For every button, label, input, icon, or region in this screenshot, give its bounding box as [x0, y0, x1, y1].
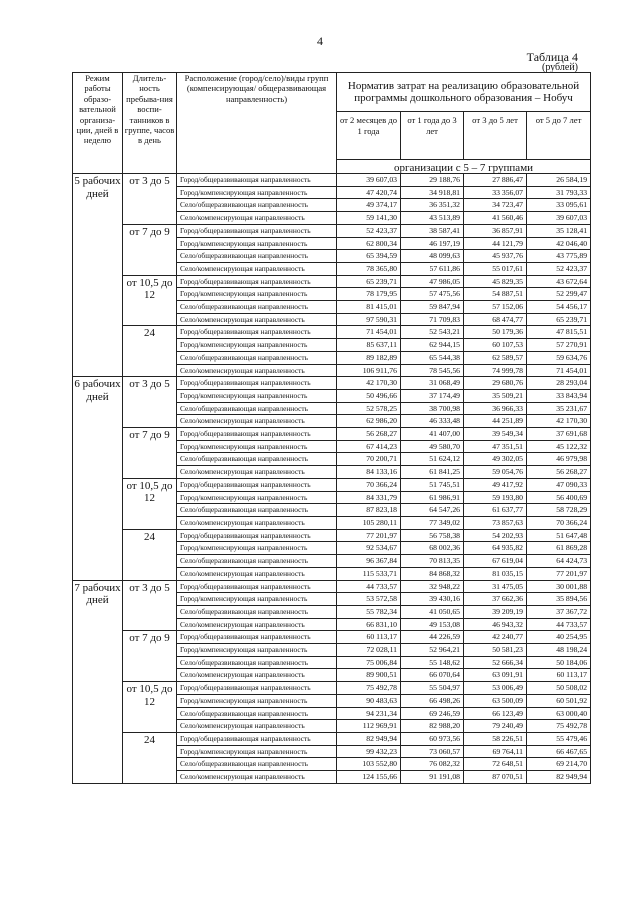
- value-cell: 78 545,56: [401, 364, 464, 377]
- value-cell: 48 099,63: [401, 250, 464, 263]
- location-cell: Город/общеразвивающая направленность: [177, 275, 337, 288]
- value-cell: 31 793,33: [527, 186, 591, 199]
- value-cell: 47 420,74: [337, 186, 401, 199]
- value-cell: 89 182,89: [337, 351, 401, 364]
- location-cell: Город/общеразвивающая направленность: [177, 580, 337, 593]
- table-row: [73, 174, 591, 187]
- value-cell: 33 843,94: [527, 389, 591, 402]
- value-cell: 54 887,51: [464, 288, 527, 301]
- header-age-0: от 2 месяцев до 1 года: [337, 112, 401, 160]
- location-cell: Город/компенсирующая направленность: [177, 542, 337, 555]
- value-cell: 50 581,23: [464, 644, 527, 657]
- value-cell: 82 949,94: [337, 732, 401, 745]
- value-cell: 26 584,19: [527, 174, 591, 187]
- value-cell: 61 869,28: [527, 542, 591, 555]
- location-cell: Село/общеразвивающая направленность: [177, 656, 337, 669]
- value-cell: 59 847,94: [401, 301, 464, 314]
- value-cell: 37 367,72: [527, 605, 591, 618]
- location-cell: Город/компенсирующая направленность: [177, 186, 337, 199]
- value-cell: 51 624,12: [401, 453, 464, 466]
- units-label: (рублей): [541, 62, 578, 73]
- location-cell: Село/общеразвивающая направленность: [177, 402, 337, 415]
- table-row: [73, 682, 591, 695]
- value-cell: 87 070,51: [464, 771, 527, 784]
- value-cell: 66 498,26: [401, 694, 464, 707]
- table-row: [73, 224, 591, 237]
- value-cell: 44 121,79: [464, 237, 527, 250]
- value-cell: 72 648,51: [464, 758, 527, 771]
- value-cell: 56 268,27: [337, 428, 401, 441]
- value-cell: 39 209,19: [464, 605, 527, 618]
- location-cell: Город/общеразвивающая направленность: [177, 174, 337, 187]
- value-cell: 38 587,41: [401, 224, 464, 237]
- value-cell: 51 647,48: [527, 529, 591, 542]
- location-cell: Город/общеразвивающая направленность: [177, 377, 337, 390]
- location-cell: Село/компенсирующая направленность: [177, 669, 337, 682]
- value-cell: 40 254,95: [527, 631, 591, 644]
- location-cell: Село/общеразвивающая направленность: [177, 351, 337, 364]
- location-cell: Село/компенсирующая направленность: [177, 466, 337, 479]
- value-cell: 56 400,69: [527, 491, 591, 504]
- cost-norm-table: [72, 72, 591, 784]
- value-cell: 105 280,11: [337, 516, 401, 529]
- location-cell: Село/общеразвивающая направленность: [177, 199, 337, 212]
- location-cell: Город/общеразвивающая направленность: [177, 326, 337, 339]
- value-cell: 37 174,49: [401, 389, 464, 402]
- value-cell: 47 986,05: [401, 275, 464, 288]
- value-cell: 71 454,01: [337, 326, 401, 339]
- value-cell: 50 496,66: [337, 389, 401, 402]
- duration-cell: от 10,5 до 12: [123, 682, 177, 733]
- location-cell: Село/компенсирующая направленность: [177, 262, 337, 275]
- value-cell: 48 198,24: [527, 644, 591, 657]
- duration-cell: от 7 до 9: [123, 224, 177, 275]
- value-cell: 45 829,35: [464, 275, 527, 288]
- value-cell: 52 666,34: [464, 656, 527, 669]
- value-cell: 53 572,58: [337, 593, 401, 606]
- value-cell: 106 911,76: [337, 364, 401, 377]
- table-row: [73, 478, 591, 491]
- value-cell: 50 179,36: [464, 326, 527, 339]
- value-cell: 35 509,21: [464, 389, 527, 402]
- value-cell: 52 578,25: [337, 402, 401, 415]
- value-cell: 84 133,16: [337, 466, 401, 479]
- location-cell: Село/компенсирующая направленность: [177, 618, 337, 631]
- value-cell: 39 430,16: [401, 593, 464, 606]
- value-cell: 56 268,27: [527, 466, 591, 479]
- value-cell: 63 500,09: [464, 694, 527, 707]
- duration-cell: 24: [123, 326, 177, 377]
- value-cell: 75 006,84: [337, 656, 401, 669]
- table-row: [73, 326, 591, 339]
- value-cell: 49 374,17: [337, 199, 401, 212]
- value-cell: 85 637,11: [337, 339, 401, 352]
- value-cell: 77 201,97: [527, 567, 591, 580]
- value-cell: 73 060,57: [401, 745, 464, 758]
- value-cell: 92 534,67: [337, 542, 401, 555]
- value-cell: 79 240,49: [464, 720, 527, 733]
- value-cell: 47 815,51: [527, 326, 591, 339]
- value-cell: 44 251,89: [464, 415, 527, 428]
- value-cell: 90 483,63: [337, 694, 401, 707]
- location-cell: Город/общеразвивающая направленность: [177, 224, 337, 237]
- location-cell: Город/общеразвивающая направленность: [177, 732, 337, 745]
- value-cell: 60 973,56: [401, 732, 464, 745]
- value-cell: 39 549,34: [464, 428, 527, 441]
- value-cell: 115 533,71: [337, 567, 401, 580]
- value-cell: 45 937,76: [464, 250, 527, 263]
- value-cell: 57 270,91: [527, 339, 591, 352]
- value-cell: 61 841,25: [401, 466, 464, 479]
- value-cell: 78 179,95: [337, 288, 401, 301]
- location-cell: Село/компенсирующая направленность: [177, 567, 337, 580]
- value-cell: 36 966,33: [464, 402, 527, 415]
- value-cell: 75 492,78: [527, 720, 591, 733]
- duration-cell: от 3 до 5: [123, 580, 177, 631]
- value-cell: 52 423,37: [527, 262, 591, 275]
- location-cell: Город/компенсирующая направленность: [177, 288, 337, 301]
- value-cell: 58 728,29: [527, 504, 591, 517]
- value-cell: 50 508,02: [527, 682, 591, 695]
- location-cell: Город/компенсирующая направленность: [177, 491, 337, 504]
- table-row: [73, 529, 591, 542]
- value-cell: 52 964,21: [401, 644, 464, 657]
- value-cell: 61 637,77: [464, 504, 527, 517]
- value-cell: 55 504,97: [401, 682, 464, 695]
- value-cell: 52 543,21: [401, 326, 464, 339]
- table-title: Таблица 4: [526, 50, 578, 64]
- mode-cell: 5 рабочих дней: [73, 174, 123, 377]
- value-cell: 57 475,56: [401, 288, 464, 301]
- value-cell: 52 423,37: [337, 224, 401, 237]
- value-cell: 68 002,36: [401, 542, 464, 555]
- value-cell: 49 417,92: [464, 478, 527, 491]
- mode-cell: 6 рабочих дней: [73, 377, 123, 580]
- value-cell: 44 733,57: [527, 618, 591, 631]
- value-cell: 53 006,49: [464, 682, 527, 695]
- value-cell: 65 394,59: [337, 250, 401, 263]
- value-cell: 54 456,17: [527, 301, 591, 314]
- value-cell: 60 107,53: [464, 339, 527, 352]
- value-cell: 75 492,78: [337, 682, 401, 695]
- value-cell: 68 474,77: [464, 313, 527, 326]
- value-cell: 42 170,30: [527, 415, 591, 428]
- duration-cell: 24: [123, 732, 177, 783]
- value-cell: 59 634,76: [527, 351, 591, 364]
- value-cell: 62 944,15: [401, 339, 464, 352]
- value-cell: 84 868,32: [401, 567, 464, 580]
- value-cell: 69 764,11: [464, 745, 527, 758]
- value-cell: 36 351,32: [401, 199, 464, 212]
- duration-cell: от 3 до 5: [123, 377, 177, 428]
- value-cell: 51 745,51: [401, 478, 464, 491]
- value-cell: 44 226,59: [401, 631, 464, 644]
- value-cell: 55 479,46: [527, 732, 591, 745]
- duration-cell: от 7 до 9: [123, 428, 177, 479]
- duration-cell: от 10,5 до 12: [123, 275, 177, 326]
- header-norm: Норматив затрат на реализацию образовательной программы дошкольного образования – Нобуч: [337, 73, 591, 112]
- value-cell: 66 467,65: [527, 745, 591, 758]
- value-cell: 67 414,23: [337, 440, 401, 453]
- value-cell: 42 170,30: [337, 377, 401, 390]
- value-cell: 56 758,38: [401, 529, 464, 542]
- value-cell: 94 231,34: [337, 707, 401, 720]
- value-cell: 112 969,91: [337, 720, 401, 733]
- location-cell: Село/компенсирующая направленность: [177, 415, 337, 428]
- value-cell: 44 733,57: [337, 580, 401, 593]
- value-cell: 65 239,71: [337, 275, 401, 288]
- location-cell: Село/компенсирующая направленность: [177, 212, 337, 225]
- value-cell: 43 775,89: [527, 250, 591, 263]
- duration-cell: от 7 до 9: [123, 631, 177, 682]
- value-cell: 70 200,71: [337, 453, 401, 466]
- value-cell: 60 113,17: [337, 631, 401, 644]
- value-cell: 50 184,06: [527, 656, 591, 669]
- value-cell: 59 141,30: [337, 212, 401, 225]
- value-cell: 27 886,47: [464, 174, 527, 187]
- value-cell: 36 857,91: [464, 224, 527, 237]
- value-cell: 70 813,35: [401, 555, 464, 568]
- value-cell: 37 662,36: [464, 593, 527, 606]
- location-cell: Город/компенсирующая направленность: [177, 237, 337, 250]
- value-cell: 71 709,83: [401, 313, 464, 326]
- table-row: [73, 377, 591, 390]
- value-cell: 69 214,70: [527, 758, 591, 771]
- value-cell: 31 068,49: [401, 377, 464, 390]
- duration-cell: от 3 до 5: [123, 174, 177, 225]
- location-cell: Село/общеразвивающая направленность: [177, 758, 337, 771]
- value-cell: 33 095,61: [527, 199, 591, 212]
- value-cell: 66 123,49: [464, 707, 527, 720]
- header-age-3: от 5 до 7 лет: [527, 112, 591, 160]
- value-cell: 66 831,10: [337, 618, 401, 631]
- value-cell: 39 607,03: [527, 212, 591, 225]
- value-cell: 55 017,61: [464, 262, 527, 275]
- value-cell: 64 424,73: [527, 555, 591, 568]
- table-row: [73, 631, 591, 644]
- value-cell: 29 188,76: [401, 174, 464, 187]
- value-cell: 70 366,24: [527, 516, 591, 529]
- location-cell: Село/компенсирующая направленность: [177, 516, 337, 529]
- location-cell: Село/общеразвивающая направленность: [177, 555, 337, 568]
- location-cell: Село/компенсирующая направленность: [177, 771, 337, 784]
- value-cell: 62 986,20: [337, 415, 401, 428]
- value-cell: 124 155,66: [337, 771, 401, 784]
- value-cell: 63 091,91: [464, 669, 527, 682]
- location-cell: Город/общеразвивающая направленность: [177, 631, 337, 644]
- value-cell: 87 823,18: [337, 504, 401, 517]
- location-cell: Село/общеразвивающая направленность: [177, 605, 337, 618]
- value-cell: 43 672,64: [527, 275, 591, 288]
- value-cell: 62 589,57: [464, 351, 527, 364]
- value-cell: 54 202,93: [464, 529, 527, 542]
- header-location: Расположение (город/село)/виды групп (компенсирующая/ общеразвивающая направленность): [177, 73, 337, 174]
- value-cell: 72 028,11: [337, 644, 401, 657]
- value-cell: 62 800,34: [337, 237, 401, 250]
- location-cell: Село/общеразвивающая направленность: [177, 707, 337, 720]
- location-cell: Город/общеразвивающая направленность: [177, 428, 337, 441]
- value-cell: 35 231,67: [527, 402, 591, 415]
- page-number: 4: [317, 34, 323, 48]
- value-cell: 64 935,82: [464, 542, 527, 555]
- location-cell: Село/общеразвивающая направленность: [177, 301, 337, 314]
- value-cell: 81 415,01: [337, 301, 401, 314]
- value-cell: 41 560,46: [464, 212, 527, 225]
- value-cell: 76 082,32: [401, 758, 464, 771]
- location-cell: Город/общеразвивающая направленность: [177, 682, 337, 695]
- value-cell: 33 356,07: [464, 186, 527, 199]
- value-cell: 65 544,38: [401, 351, 464, 364]
- location-cell: Город/компенсирующая направленность: [177, 339, 337, 352]
- table-row: [73, 428, 591, 441]
- value-cell: 71 454,01: [527, 364, 591, 377]
- value-cell: 81 035,15: [464, 567, 527, 580]
- header-mode: Режим работы образо-вательной организа-ции, дней в неделю: [73, 73, 123, 174]
- value-cell: 57 611,86: [401, 262, 464, 275]
- value-cell: 41 407,00: [401, 428, 464, 441]
- value-cell: 30 001,88: [527, 580, 591, 593]
- table-row: [73, 275, 591, 288]
- mode-cell: 7 рабочих дней: [73, 580, 123, 783]
- header-age-1: от 1 года до 3 лет: [401, 112, 464, 160]
- value-cell: 42 046,40: [527, 237, 591, 250]
- value-cell: 84 331,79: [337, 491, 401, 504]
- value-cell: 39 607,03: [337, 174, 401, 187]
- location-cell: Село/компенсирующая направленность: [177, 364, 337, 377]
- value-cell: 46 979,98: [527, 453, 591, 466]
- duration-cell: от 10,5 до 12: [123, 478, 177, 529]
- value-cell: 55 148,62: [401, 656, 464, 669]
- value-cell: 49 580,70: [401, 440, 464, 453]
- value-cell: 96 367,84: [337, 555, 401, 568]
- value-cell: 35 894,56: [527, 593, 591, 606]
- location-cell: Город/компенсирующая направленность: [177, 440, 337, 453]
- location-cell: Город/компенсирующая направленность: [177, 389, 337, 402]
- value-cell: 63 000,40: [527, 707, 591, 720]
- value-cell: 52 299,47: [527, 288, 591, 301]
- value-cell: 37 691,68: [527, 428, 591, 441]
- value-cell: 46 333,48: [401, 415, 464, 428]
- value-cell: 32 948,22: [401, 580, 464, 593]
- location-cell: Город/общеразвивающая направленность: [177, 478, 337, 491]
- value-cell: 59 193,80: [464, 491, 527, 504]
- value-cell: 46 197,19: [401, 237, 464, 250]
- value-cell: 103 552,80: [337, 758, 401, 771]
- value-cell: 55 782,34: [337, 605, 401, 618]
- value-cell: 89 900,51: [337, 669, 401, 682]
- value-cell: 97 590,31: [337, 313, 401, 326]
- value-cell: 34 723,47: [464, 199, 527, 212]
- value-cell: 45 122,32: [527, 440, 591, 453]
- value-cell: 31 475,05: [464, 580, 527, 593]
- location-cell: Село/компенсирующая направленность: [177, 720, 337, 733]
- value-cell: 64 547,26: [401, 504, 464, 517]
- location-cell: Село/общеразвивающая направленность: [177, 250, 337, 263]
- value-cell: 73 857,63: [464, 516, 527, 529]
- value-cell: 47 090,33: [527, 478, 591, 491]
- location-cell: Село/общеразвивающая направленность: [177, 504, 337, 517]
- location-cell: Город/общеразвивающая направленность: [177, 529, 337, 542]
- value-cell: 74 999,78: [464, 364, 527, 377]
- value-cell: 34 918,81: [401, 186, 464, 199]
- value-cell: 82 949,94: [527, 771, 591, 784]
- header-age-2: от 3 до 5 лет: [464, 112, 527, 160]
- value-cell: 60 113,17: [527, 669, 591, 682]
- value-cell: 77 201,97: [337, 529, 401, 542]
- value-cell: 70 366,24: [337, 478, 401, 491]
- location-cell: Село/компенсирующая направленность: [177, 313, 337, 326]
- value-cell: 46 943,32: [464, 618, 527, 631]
- location-cell: Село/общеразвивающая направленность: [177, 453, 337, 466]
- value-cell: 60 501,92: [527, 694, 591, 707]
- value-cell: 29 680,76: [464, 377, 527, 390]
- value-cell: 49 153,08: [401, 618, 464, 631]
- value-cell: 82 988,20: [401, 720, 464, 733]
- duration-cell: 24: [123, 529, 177, 580]
- location-cell: Город/компенсирующая направленность: [177, 745, 337, 758]
- value-cell: 77 349,02: [401, 516, 464, 529]
- value-cell: 42 240,77: [464, 631, 527, 644]
- value-cell: 28 293,04: [527, 377, 591, 390]
- value-cell: 78 365,80: [337, 262, 401, 275]
- value-cell: 38 700,98: [401, 402, 464, 415]
- location-cell: Город/компенсирующая направленность: [177, 593, 337, 606]
- value-cell: 65 239,71: [527, 313, 591, 326]
- value-cell: 47 351,51: [464, 440, 527, 453]
- value-cell: 69 246,59: [401, 707, 464, 720]
- value-cell: 99 432,23: [337, 745, 401, 758]
- location-cell: Город/компенсирующая направленность: [177, 694, 337, 707]
- value-cell: 35 128,41: [527, 224, 591, 237]
- value-cell: 66 070,64: [401, 669, 464, 682]
- value-cell: 49 302,05: [464, 453, 527, 466]
- value-cell: 58 226,51: [464, 732, 527, 745]
- value-cell: 67 619,04: [464, 555, 527, 568]
- value-cell: 57 152,06: [464, 301, 527, 314]
- value-cell: 61 986,91: [401, 491, 464, 504]
- value-cell: 59 054,76: [464, 466, 527, 479]
- value-cell: 43 513,89: [401, 212, 464, 225]
- value-cell: 91 191,08: [401, 771, 464, 784]
- table-body: [73, 174, 591, 784]
- header-subgroup: организации с 5 – 7 группами: [337, 160, 591, 174]
- table-row: [73, 732, 591, 745]
- header-duration: Длитель-ность пребыва-ния воспи-танников в группе, часов в день: [123, 73, 177, 174]
- table-row: [73, 580, 591, 593]
- value-cell: 41 050,65: [401, 605, 464, 618]
- location-cell: Город/компенсирующая направленность: [177, 644, 337, 657]
